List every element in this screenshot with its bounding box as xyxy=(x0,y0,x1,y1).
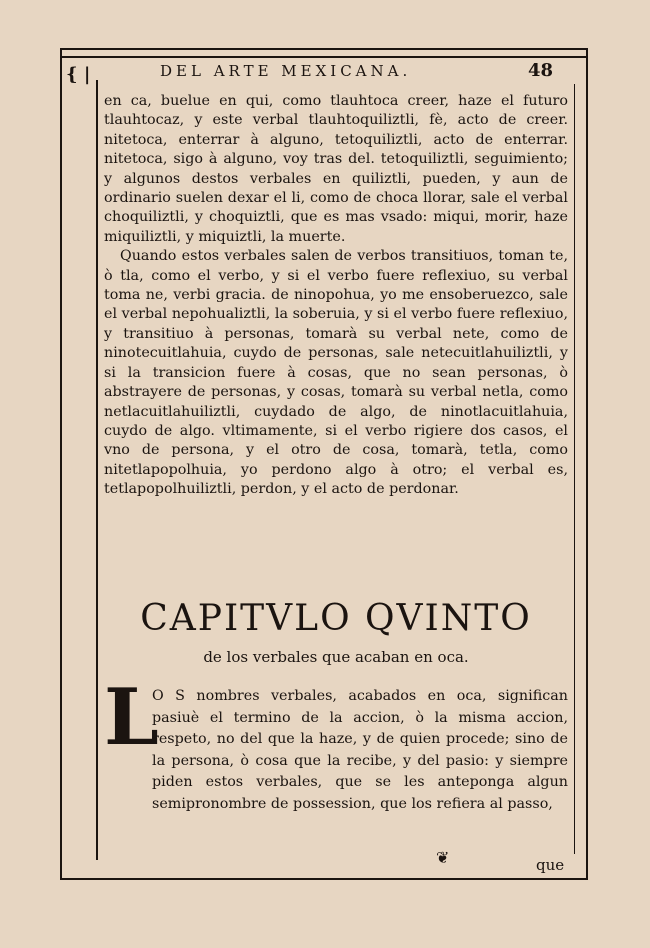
running-head: DEL ARTE MEXICANA. xyxy=(160,62,412,80)
right-margin-rule xyxy=(574,84,575,854)
drop-cap: L xyxy=(104,672,159,763)
ornament-icon: ❦ xyxy=(436,848,450,867)
chapter-text xyxy=(104,686,568,816)
left-margin-rule xyxy=(96,80,98,860)
paragraph-1: en ca, buelue en qui, como tlauhtoca creer, haze el futuro tlauhtocaz, y este verbal tlauhtoquiliztli, fè, acto de creer. nitetoca, enterrar à alguno, tetoquiliztli, acto de enterrar. nitetoca, sigo à alguno, voy tras del. tetoquiliztli, seguimiento; y algunos destos verbales en quiliztli, pueden, y aun de ordinario suelen dexar el li, como de choca llorar, sale el verbal choquiliztli, y choquiztli, que es mas vsado: miqui, morir, haze miquiliztli, y miquiztli, la muerte. xyxy=(104,93,568,245)
paragraph-2: Quando estos verbales salen de verbos transitiuos, toman te, ò tla, como el verbo, y si el verbo fuere reflexiuo, su verbal toma ne, verbi gracia. de ninopohua, yo me ensoberuezco, sale el verbal nepohualiztli, la soberuia, y si el verbo fuere reflexiuo, y transitiuo à personas, tomarà su verbal nete, como de ninotecuitlahuia, cuydo de personas, sale netecuitlahuiliztli, y si la transicion fuere à cosas, que no sean personas, ò abstrayere de personas, y cosas, tomarà su verbal netla, como netlacuitlahuiliztli, cuydado de algo, de ninotlacuitlahuia, cuydo de algo. vltimamente, si el verbo rigiere dos casos, el vno de persona, y el otro de cosa, tomarà, tetla, como nitetlapopolhuia, yo perdono algo à otro; el verbal es, tetlapopolhuiliztli, perdon, y el acto de perdonar. xyxy=(104,248,568,498)
top-rule xyxy=(60,56,588,58)
catchword: que xyxy=(536,856,565,874)
margin-mark: { | xyxy=(66,64,91,85)
bottom-rule xyxy=(60,878,588,880)
chapter-paragraph: O S nombres verbales, acabados en oca, significan pasiuè el termino de la accion, ò la misma accion, respeto, no del que la haze, y de quien procede; sino de la persona, ò cosa que la recibe, y del pasio: y siempre piden estos verbales, que se les anteponga algun semipronombre de possession, que los refiera al passo, xyxy=(152,688,568,812)
page-number: 48 xyxy=(528,60,554,81)
body-text xyxy=(104,92,568,500)
chapter-title: CAPITVLO QVINTO xyxy=(140,598,532,639)
chapter-subtitle: de los verbales que acaban en oca. xyxy=(203,648,469,666)
